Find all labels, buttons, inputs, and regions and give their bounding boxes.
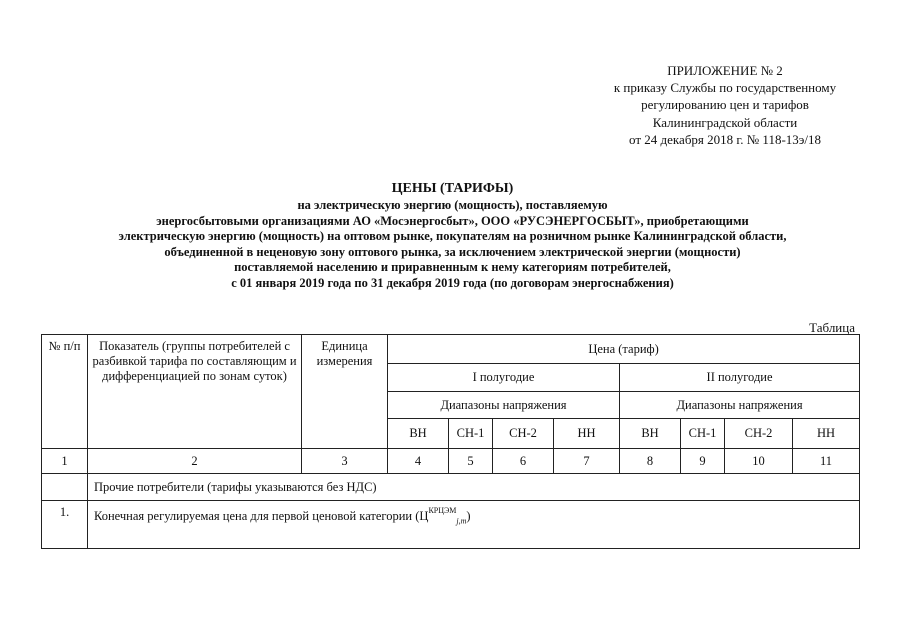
title-line: поставляемой населению и приравненным к нему категориям потребителей,: [234, 260, 671, 275]
appendix-header: [560, 62, 890, 148]
title-line: с 01 января 2019 года по 31 декабря 2019 года (по договорам энергоснабжения): [231, 275, 674, 290]
header-voltage: СН-1: [449, 419, 493, 449]
row-1-text: Конечная регулируемая цена для первой ценовой категории (Ц: [94, 509, 429, 524]
title-line: на электрическую энергию (мощность), поставляемую: [297, 198, 608, 212]
column-number: 5: [449, 449, 493, 474]
row-1-close: ): [466, 509, 471, 524]
title-main: ЦЕНЫ (ТАРИФЫ): [391, 181, 514, 196]
column-number: 11: [793, 449, 860, 474]
appendix-title: ПРИЛОЖЕНИЕ № 2: [667, 63, 783, 78]
column-number: 7: [554, 449, 620, 474]
column-number: 1: [42, 449, 88, 474]
row-1-subscript: j,m: [456, 516, 467, 526]
appendix-order-date: от 24 декабря 2018 г. № 118-13э/18: [629, 131, 821, 147]
header-voltage: СН-2: [725, 419, 793, 449]
header-half-1: I полугодие: [388, 364, 620, 392]
column-number: 4: [388, 449, 449, 474]
appendix-line: регулированию цен и тарифов: [641, 97, 809, 113]
header-voltage: НН: [793, 419, 860, 449]
row-1-num: 1.: [42, 501, 88, 549]
row-1-superscript: КРЦЭМ: [428, 506, 457, 515]
section-num-cell: [42, 474, 88, 501]
header-voltage-range-1: Диапазоны напряжения: [388, 392, 620, 419]
column-number: 2: [88, 449, 302, 474]
title-line: энергосбытовыми организациями АО «Мосэнергосбыт», ООО «РУСЭНЕРГОСБЫТ», приобретающими: [156, 213, 749, 228]
header-half-2: II полугодие: [620, 364, 860, 392]
section-row-other-consumers: Прочие потребители (тарифы указываются без НДС): [88, 474, 860, 501]
column-number: 9: [681, 449, 725, 474]
tariff-table: [41, 334, 860, 549]
header-voltage: ВН: [620, 419, 681, 449]
header-price: Цена (тариф): [388, 335, 860, 364]
column-number: 3: [302, 449, 388, 474]
document-title: [0, 180, 905, 292]
header-indicator: Показатель (группы потребителей с разбивкой тарифа по составляющим и дифференциацией по зонам суток): [88, 335, 302, 449]
column-number: 8: [620, 449, 681, 474]
row-1-label: [88, 501, 860, 549]
header-voltage: ВН: [388, 419, 449, 449]
header-voltage: СН-2: [493, 419, 554, 449]
header-num: № п/п: [42, 335, 88, 449]
column-number: 10: [725, 449, 793, 474]
header-unit: Единица измерения: [302, 335, 388, 449]
header-voltage: СН-1: [681, 419, 725, 449]
column-number: 6: [493, 449, 554, 474]
header-voltage: НН: [554, 419, 620, 449]
header-voltage-range-2: Диапазоны напряжения: [620, 392, 860, 419]
table-caption: Таблица: [809, 320, 855, 335]
appendix-line: Калининградской области: [652, 114, 798, 130]
title-line: электрическую энергию (мощность) на оптовом рынке, покупателям на розничном рынке Калининградской области,: [118, 229, 787, 244]
title-line: объединенной в неценовую зону оптового рынка, за исключением электрической энергии (мощности): [164, 244, 741, 259]
appendix-line: к приказу Службы по государственному: [613, 80, 837, 96]
